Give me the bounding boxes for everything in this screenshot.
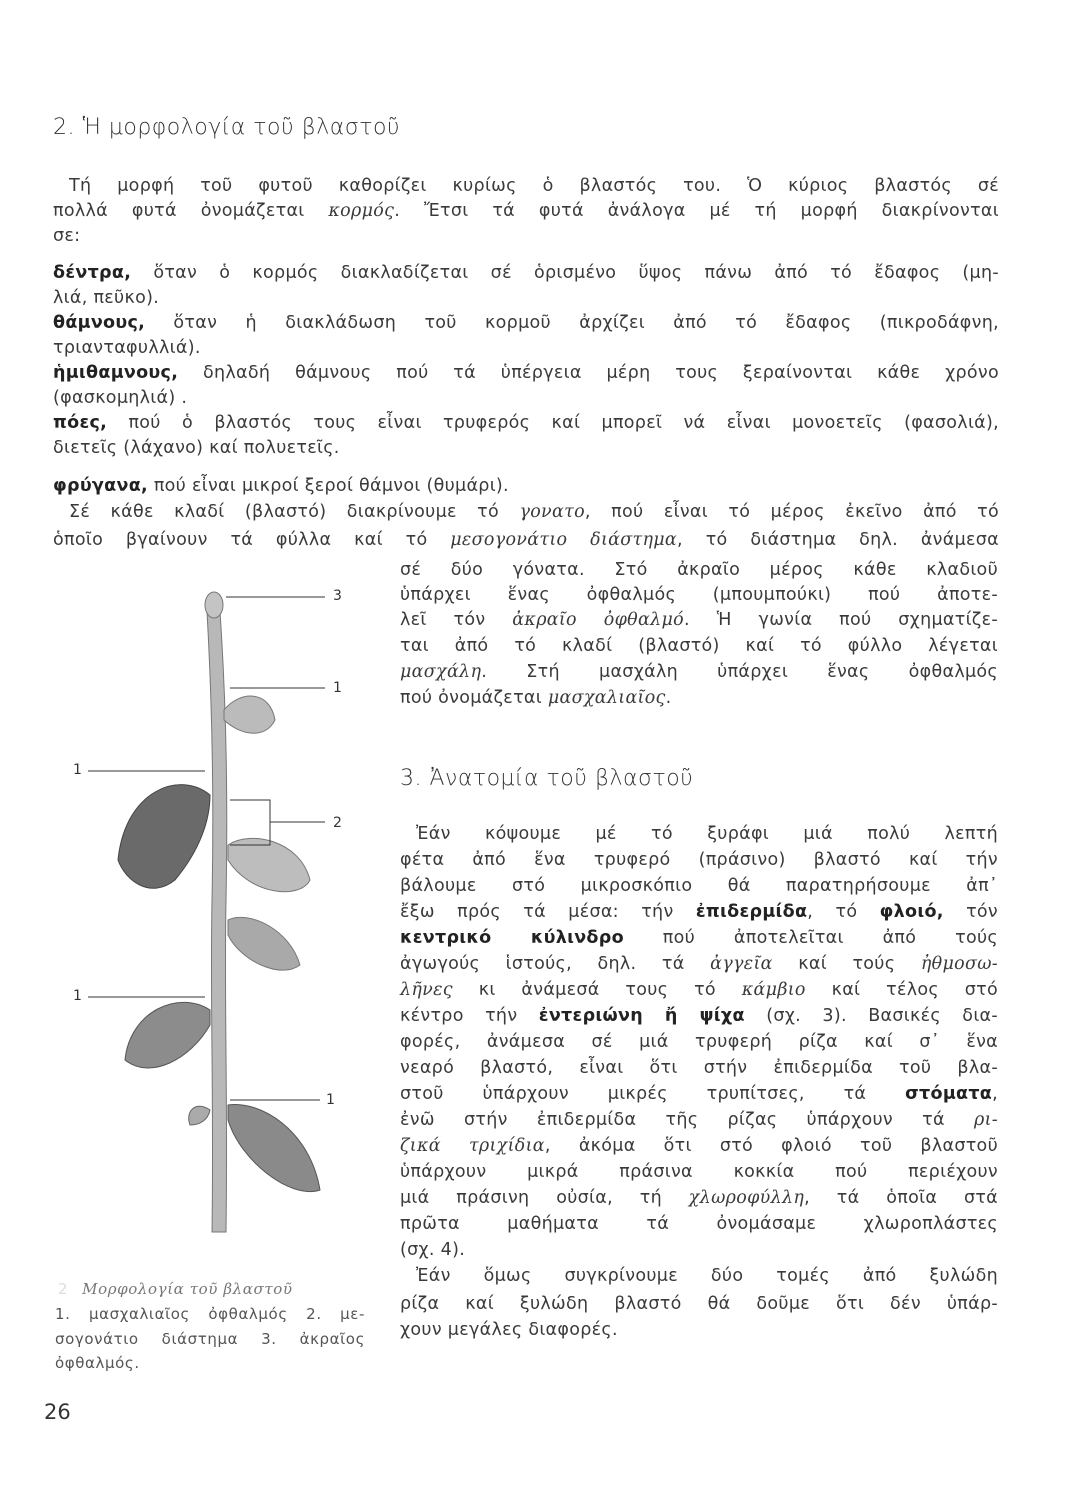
text-segment: Σέ κάθε κλαδί (βλαστό) διακρίνουμε τό [69, 502, 520, 522]
text-segment: μιά πράσινη οὐσία, τή [400, 1188, 689, 1208]
text-line [53, 261, 999, 285]
text-line [400, 1108, 998, 1132]
bold-term: ἡμιθαμνους, [53, 363, 179, 383]
text-segment: ὅταν ὁ κορμός διακλαδίζεται σέ ὁρισμένο ὕψος πάνω ἀπό τό ἔδαφος (μη- [131, 263, 999, 283]
section-2-title: 2. Ἡ μορφολογία τοῦ βλαστοῦ [53, 115, 401, 140]
text-line [400, 1318, 998, 1342]
text-segment: , ἀκόμα ὅτι στό φλοιό τοῦ βλαστοῦ [544, 1136, 998, 1156]
text-line [400, 660, 998, 684]
text-line [400, 848, 998, 872]
text-segment: σε: [53, 226, 81, 246]
text-line [400, 874, 998, 898]
text-segment: κι ἀνάμεσά τους τό [452, 980, 742, 1000]
text-segment: πολλά φυτά ὀνομάζεται [53, 201, 329, 221]
italic-term: ζικά τριχίδια [400, 1136, 545, 1156]
text-segment: , [992, 1084, 998, 1104]
text-segment: ἔξω πρός τά μέσα: τήν [400, 902, 696, 922]
text-line [416, 822, 998, 846]
text-segment: λεῖ τόν [400, 610, 513, 630]
bold-term: φρύγανα, [53, 476, 148, 496]
text-line [400, 1004, 998, 1028]
text-segment: πρῶτα μαθήματα τά ὀνομάσαμε χλωροπλάστες [400, 1214, 998, 1234]
bold-term: κεντρικό κύλινδρο [400, 928, 624, 948]
text-segment: τόν [943, 902, 999, 922]
bold-term: στόματα [905, 1084, 993, 1104]
text-line [400, 608, 998, 632]
text-segment: καί τούς [772, 954, 921, 974]
italic-term: λῆνες [400, 980, 453, 1000]
text-line [53, 528, 999, 552]
bold-term: ἐντεριώνη ἤ ψίχα [538, 1006, 745, 1026]
text-line [400, 583, 998, 607]
text-line [400, 1082, 998, 1106]
text-line [53, 311, 999, 335]
text-line [400, 952, 998, 976]
text-line [400, 900, 998, 924]
text-line [53, 286, 999, 310]
text-line [400, 558, 998, 582]
text-segment: . [665, 688, 672, 708]
text-segment: φέτα ἀπό ἕνα τρυφερό (πράσινο) βλαστό καί τήν [400, 850, 998, 870]
text-line [400, 1292, 998, 1316]
text-segment: , τό διάστημα δηλ. ἀνάμεσα [677, 530, 999, 550]
text-segment: . Στή μασχάλη ὑπάρχει ἕνας ὀφθαλμός [481, 662, 998, 682]
bold-term: ἐπιδερμίδα [695, 902, 808, 922]
figure-label-internode: 2 [333, 815, 342, 831]
figure-number: 2 [58, 1280, 69, 1298]
text-segment: λιά, πεῦκο). [53, 288, 160, 308]
text-segment: . Ἔτσι τά φυτά ἀνάλογα μέ τή μορφή διακρίνονται [394, 201, 999, 221]
page-number: 26 [44, 1400, 71, 1424]
text-segment: (φασκομηλιά) . [53, 388, 188, 408]
text-segment: πού ὁ βλαστός τους εἶναι τρυφερός καί μπορεῖ νά εἶναι μονοετεῖς (φασολιά), [107, 413, 999, 433]
text-line [53, 336, 999, 360]
text-line [400, 1030, 998, 1054]
italic-term: μεσογονάτιο διάστημα [450, 530, 678, 550]
text-segment: καί τέλος στό [805, 980, 999, 1000]
figure-label-axillary-bud: 1 [73, 762, 82, 778]
text-line [400, 1186, 998, 1210]
figure-caption-title [58, 1280, 368, 1298]
text-line [400, 1160, 998, 1184]
text-line [400, 686, 998, 710]
text-segment: ὑπάρχει ἕνας ὀφθαλμός (μπουμπούκι) πού ἀποτε- [400, 585, 998, 605]
italic-term: κάμβιο [741, 980, 806, 1000]
text-segment: , τά ὁποῖα στά [804, 1188, 999, 1208]
text-segment: κέντρο τήν [400, 1006, 539, 1026]
text-segment: ται ἀπό τό κλαδί (βλαστό) καί τό φύλλο λέγεται [400, 636, 998, 656]
text-line [53, 436, 999, 460]
text-segment: ἐνῶ στήν ἐπιδερμίδα τῆς ρίζας ὑπάρχουν τά [400, 1110, 975, 1130]
bold-term: φλοιό, [879, 902, 944, 922]
text-segment: νεαρό βλαστό, εἶναι ὅτι στήν ἐπιδερμίδα τοῦ βλα- [400, 1058, 998, 1078]
text-segment: ὅταν ἡ διακλάδωση τοῦ κορμοῦ ἀρχίζει ἀπό τό ἔδαφος (πικροδάφνη, [145, 313, 999, 333]
text-line [53, 386, 999, 410]
text-segment: . Ἡ γωνία πού σχηματίζε- [684, 610, 998, 630]
figure-label-apical-bud: 3 [333, 588, 342, 604]
text-line [69, 500, 999, 524]
text-segment: ἀγωγούς ἱστούς, δηλ. τά [400, 954, 711, 974]
italic-term: ἀγγεῖα [710, 954, 773, 974]
text-segment: δηλαδή θάμνους πού τά ὑπέργεια μέρη τους ξεραίνονται κάθε χρόνο [178, 363, 999, 383]
figure-label-axillary-bud: 1 [73, 988, 82, 1004]
text-line [400, 926, 998, 950]
italic-term: κορμός [328, 201, 395, 221]
text-line [400, 1238, 998, 1262]
stem-morphology-figure [0, 560, 380, 1260]
figure-caption-line: σογονάτιο διάστημα 3. ἀκραῖος [55, 1330, 365, 1348]
figure-label-axillary-bud: 1 [326, 1092, 335, 1108]
text-segment: Ἐάν κόψουμε μέ τό ξυράφι μιά πολύ λεπτή [416, 824, 998, 844]
figure-label-axillary-bud: 1 [333, 680, 342, 696]
bold-term: πόες, [53, 413, 108, 433]
text-line [400, 634, 998, 658]
figure-caption-line: 1. μασχαλιαῖος ὀφθαλμός 2. με- [55, 1305, 365, 1323]
text-line [400, 978, 998, 1002]
text-segment: ὁποῖο βγαίνουν τά φύλλα καί τό [53, 530, 451, 550]
figure-caption-line: ὀφθαλμός. [55, 1354, 140, 1372]
text-segment: σέ δύο γόνατα. Στό ἀκραῖο μέρος κάθε κλαδιοῦ [400, 560, 998, 580]
text-segment: φορές, ἀνάμεσα σέ μιά τρυφερή ρίζα καί σ᾽ ἕνα [400, 1032, 998, 1052]
text-segment: Ἐάν ὅμως συγκρίνουμε δύο τομές ἀπό ξυλώδη [416, 1266, 998, 1286]
italic-term: μασχαλιαῖος [547, 688, 666, 708]
italic-term: ἀκραῖο ὀφθαλμό [512, 610, 685, 630]
text-segment: στοῦ ὑπάρχουν μικρές τρυπίτσες, τά [400, 1084, 906, 1104]
text-segment: ρίζα καί ξυλώδη βλαστό θά δοῦμε ὅτι δέν ὑπάρ- [400, 1294, 998, 1314]
bold-term: θάμνους, [53, 313, 146, 333]
italic-term: χλωροφύλλη [688, 1188, 805, 1208]
text-segment: πού εἶναι μικροί ξεροί θάμνοι (θυμάρι). [147, 476, 509, 496]
text-segment: πού ὀνομάζεται [400, 688, 548, 708]
text-line [53, 224, 999, 248]
text-segment: , τό [807, 902, 880, 922]
text-line [400, 1056, 998, 1080]
text-line [416, 1264, 998, 1288]
italic-term: μασχάλη [400, 662, 482, 682]
italic-term: ἠθμοσω- [920, 954, 998, 974]
text-segment: χουν μεγάλες διαφορές. [400, 1320, 618, 1340]
text-segment: , πού εἶναι τό μέρος ἐκεῖνο ἀπό τό [584, 502, 999, 522]
text-line [400, 1134, 998, 1158]
text-segment: (σχ. 4). [400, 1240, 466, 1260]
bold-term: δέντρα, [53, 263, 132, 283]
text-line [69, 174, 999, 198]
text-line [53, 361, 999, 385]
text-line [53, 411, 999, 435]
text-segment: τριανταφυλλιά). [53, 338, 201, 358]
text-line [53, 199, 999, 223]
section-3-title: 3. Ἀνατομία τοῦ βλαστοῦ [400, 766, 694, 791]
italic-term: ρι- [974, 1110, 998, 1130]
text-segment: Τή μορφή τοῦ φυτοῦ καθορίζει κυρίως ὁ βλαστός του. Ὁ κύριος βλαστός σέ [69, 176, 999, 196]
text-segment: (σχ. 3). Βασικές δια- [744, 1006, 998, 1026]
text-line [53, 474, 999, 498]
text-segment: πού ἀποτελεῖται ἀπό τούς [623, 928, 998, 948]
text-segment: βάλουμε στό μικροσκόπιο θά παρατηρήσουμε ἀπ᾽ [400, 876, 998, 896]
text-segment: διετεῖς (λάχανο) καί πολυετεῖς. [53, 438, 340, 458]
figure-title: Μορφολογία τοῦ βλαστοῦ [82, 1280, 293, 1298]
text-line [400, 1212, 998, 1236]
italic-term: γονατο [519, 502, 585, 522]
text-segment: ὑπάρχουν μικρά πράσινα κοκκία πού περιέχουν [400, 1162, 998, 1182]
